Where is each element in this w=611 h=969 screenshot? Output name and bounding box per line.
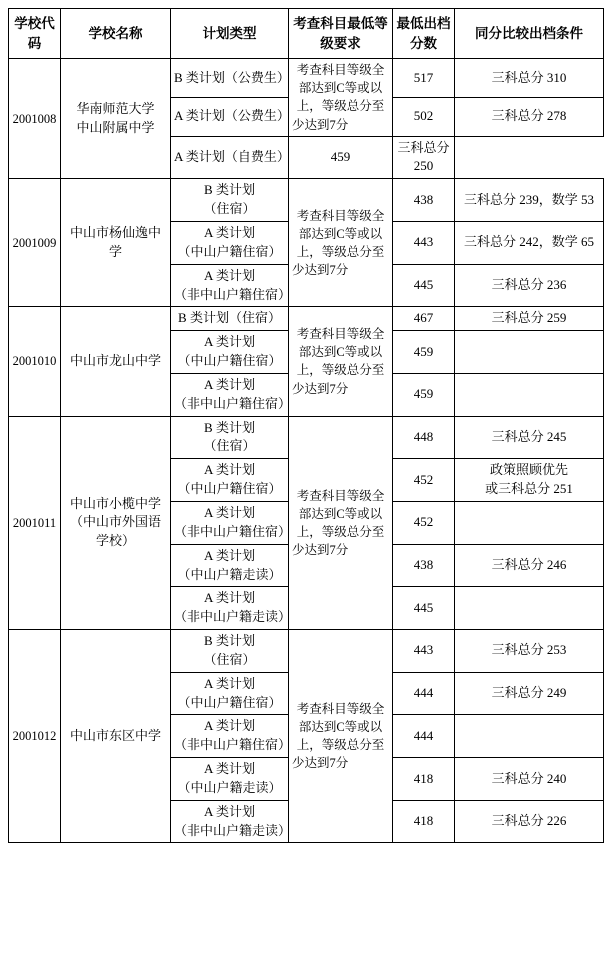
- tiebreak-cell: 三科总分 278: [455, 97, 604, 136]
- table-row: [9, 59, 604, 98]
- tiebreak-line: 政策照顾优先: [489, 462, 568, 478]
- subject-requirement-cell: 考查科目等级全部达到C等或以上，等级总分至少达到7分: [289, 416, 393, 629]
- plan-type-line: A 类计划: [204, 761, 255, 777]
- plan-type-line: B 类计划（住宿）: [178, 310, 281, 326]
- plan-type-line: A 类计划: [204, 462, 255, 478]
- plan-type-line: （住宿）: [203, 438, 256, 454]
- plan-type-line: A 类计划: [204, 718, 255, 734]
- school-code-cell: 2001009: [9, 179, 61, 307]
- tiebreak-cell: 三科总分 240: [455, 758, 604, 801]
- school-name-cell: [61, 179, 171, 307]
- plan-type-cell: [171, 587, 292, 630]
- plan-type-line: （非中山户籍走读）: [174, 822, 292, 838]
- column-header-min-score: 最低出档分数: [393, 9, 455, 59]
- plan-type-line: A 类计划（公费生）: [174, 108, 290, 124]
- column-header-plan-type: 计划类型: [171, 9, 289, 59]
- plan-type-line: A 类计划: [204, 675, 255, 691]
- school-name-cell: [61, 416, 171, 629]
- min-score-cell: 459: [393, 373, 455, 416]
- plan-type-line: （非中山户籍走读）: [174, 609, 292, 625]
- column-header-subject-requirement: 考查科目最低等级要求: [289, 9, 393, 59]
- plan-type-cell: [171, 416, 289, 459]
- tiebreak-cell: 三科总分 250: [393, 136, 455, 179]
- school-name-line: 中山附属中学: [76, 119, 155, 135]
- tiebreak-cell: 三科总分 259: [455, 307, 604, 331]
- plan-type-line: （非中山户籍住宿）: [174, 395, 292, 411]
- plan-type-line: A 类计划: [204, 590, 255, 606]
- tiebreak-cell: 三科总分 249: [455, 672, 604, 715]
- table-header-row: [9, 9, 604, 59]
- tiebreak-cell: 三科总分 236: [455, 264, 604, 307]
- plan-type-line: A 类计划: [204, 803, 255, 819]
- plan-type-line: （中山户籍住宿）: [177, 353, 282, 369]
- tiebreak-cell: 三科总分 310: [455, 59, 604, 98]
- plan-type-cell: [171, 222, 289, 265]
- plan-type-cell: [171, 758, 289, 801]
- school-code-cell: 2001010: [9, 307, 61, 416]
- plan-type-line: （非中山户籍住宿）: [174, 737, 292, 753]
- subject-requirement-cell: 考查科目等级全部达到C等或以上，等级总分至少达到7分: [289, 630, 393, 843]
- min-score-cell: 459: [393, 331, 455, 374]
- plan-type-line: A 类计划（自费生）: [174, 149, 290, 165]
- min-score-cell: 438: [393, 179, 455, 222]
- plan-type-line: A 类计划: [204, 334, 255, 350]
- subject-requirement-cell: 考查科目等级全部达到C等或以上，等级总分至少达到7分: [289, 179, 393, 307]
- plan-type-line: B 类计划: [204, 182, 255, 198]
- plan-type-line: B 类计划: [204, 633, 255, 649]
- plan-type-line: A 类计划: [204, 376, 255, 392]
- plan-type-line: （中山户籍住宿）: [177, 481, 282, 497]
- min-score-cell: 443: [393, 630, 455, 673]
- min-score-cell: 443: [393, 222, 455, 265]
- school-name-line: 华南师范大学: [76, 100, 155, 116]
- admission-score-table: [8, 8, 604, 843]
- min-score-cell: 418: [393, 758, 455, 801]
- tiebreak-cell: [455, 331, 604, 374]
- min-score-cell: 459: [289, 136, 393, 179]
- tiebreak-cell: [455, 373, 604, 416]
- plan-type-line: A 类计划: [204, 225, 255, 240]
- min-score-cell: 452: [393, 459, 455, 502]
- plan-type-cell: [171, 97, 289, 136]
- table-row: [9, 416, 604, 459]
- school-name-line: 学校）: [95, 533, 135, 549]
- table-body: [9, 59, 604, 843]
- table-row: [9, 630, 604, 673]
- plan-type-cell: [171, 307, 289, 331]
- plan-type-line: （中山户籍住宿）: [177, 694, 282, 710]
- subject-requirement-cell: 考查科目等级全部达到C等或以上，等级总分至少达到7分: [289, 307, 393, 416]
- plan-type-line: （中山户籍住宿）: [177, 243, 282, 259]
- min-score-cell: 448: [393, 416, 455, 459]
- plan-type-line: B 类计划: [204, 419, 255, 435]
- school-code-cell: 2001011: [9, 416, 61, 629]
- school-code-cell: 2001008: [9, 59, 61, 179]
- min-score-cell: 445: [393, 587, 455, 630]
- tiebreak-cell: 三科总分 242，数学 65: [455, 222, 604, 265]
- plan-type-cell: [171, 501, 292, 544]
- tiebreak-cell: [455, 459, 604, 502]
- plan-type-cell: [171, 800, 292, 843]
- school-name-cell: [61, 59, 171, 179]
- plan-type-line: （住宿）: [203, 201, 256, 217]
- tiebreak-cell: [455, 587, 604, 630]
- min-score-cell: 467: [393, 307, 455, 331]
- min-score-cell: 444: [393, 672, 455, 715]
- plan-type-cell: [171, 544, 289, 587]
- plan-type-cell: [171, 672, 289, 715]
- plan-type-line: （非中山户籍住宿）: [174, 286, 292, 302]
- table-row: [9, 179, 604, 222]
- plan-type-cell: [171, 630, 289, 673]
- min-score-cell: 444: [393, 715, 455, 758]
- plan-type-cell: [171, 179, 289, 222]
- tiebreak-cell: 三科总分 245: [455, 416, 604, 459]
- min-score-cell: 418: [393, 800, 455, 843]
- plan-type-line: （中山户籍走读）: [177, 779, 282, 795]
- plan-type-cell: [171, 715, 292, 758]
- plan-type-cell: [171, 331, 289, 374]
- plan-type-line: A 类计划: [204, 504, 255, 520]
- tiebreak-line: 或三科总分 251: [485, 481, 573, 497]
- school-code-cell: 2001012: [9, 630, 61, 843]
- school-name-line: 中山市龙山中学: [69, 353, 161, 369]
- plan-type-line: （非中山户籍住宿）: [174, 523, 292, 539]
- min-score-cell: 502: [393, 97, 455, 136]
- school-name-line: 中山市杨仙逸中学: [69, 225, 161, 259]
- tiebreak-cell: [455, 501, 604, 544]
- school-name-cell: [61, 630, 171, 843]
- plan-type-line: A 类计划: [204, 547, 255, 563]
- plan-type-cell: [171, 59, 289, 98]
- plan-type-line: B 类计划（公费生）: [174, 69, 290, 85]
- plan-type-line: （住宿）: [203, 651, 256, 667]
- plan-type-cell: [171, 373, 292, 416]
- min-score-cell: 438: [393, 544, 455, 587]
- tiebreak-cell: [455, 715, 604, 758]
- plan-type-cell: [171, 264, 292, 307]
- tiebreak-cell: 三科总分 239，数学 53: [455, 179, 604, 222]
- min-score-cell: 445: [393, 264, 455, 307]
- school-name-line: 中山市小榄中学: [69, 495, 161, 511]
- tiebreak-cell: 三科总分 226: [455, 800, 604, 843]
- table-row: [9, 307, 604, 331]
- table-header: [9, 9, 604, 59]
- column-header-school-code: 学校代码: [9, 9, 61, 59]
- min-score-cell: 517: [393, 59, 455, 98]
- column-header-tiebreak: 同分比较出档条件: [455, 9, 604, 59]
- plan-type-line: A 类计划: [204, 267, 255, 283]
- tiebreak-cell: 三科总分 253: [455, 630, 604, 673]
- min-score-cell: 452: [393, 501, 455, 544]
- tiebreak-cell: 三科总分 246: [455, 544, 604, 587]
- plan-type-cell: [171, 136, 289, 179]
- column-header-school-name: 学校名称: [61, 9, 171, 59]
- plan-type-line: （中山户籍走读）: [177, 566, 282, 582]
- school-name-line: 中山市东区中学: [69, 727, 161, 743]
- subject-requirement-cell: 考查科目等级全部达到C等或以上，等级总分至少达到7分: [289, 59, 393, 137]
- school-name-cell: [61, 307, 171, 416]
- plan-type-cell: [171, 459, 289, 502]
- school-name-line: （中山市外国语: [69, 514, 161, 530]
